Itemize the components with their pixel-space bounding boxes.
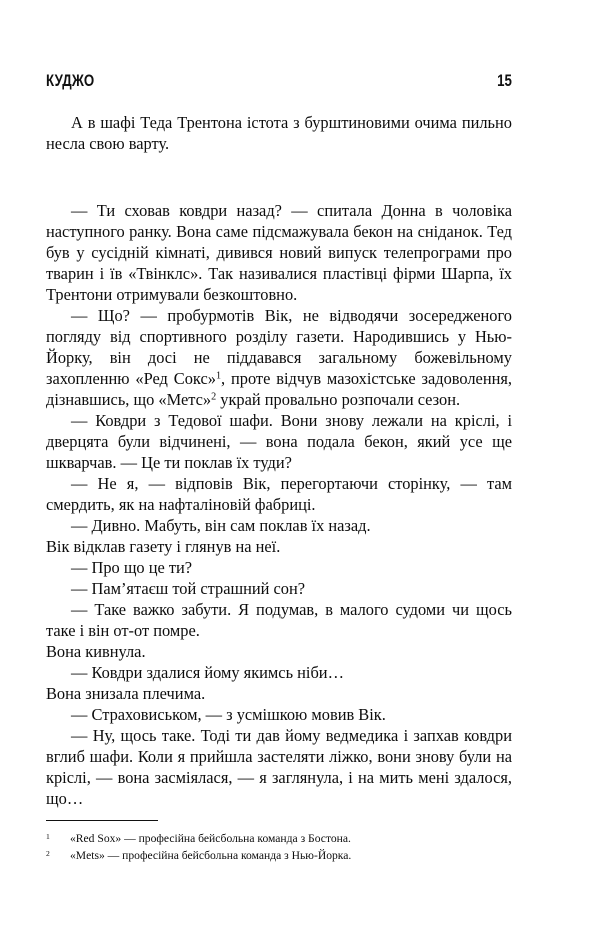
main-text-block bbox=[46, 200, 512, 809]
footnote-item bbox=[46, 847, 512, 864]
paragraph: Вона знизала плечима. bbox=[46, 684, 206, 703]
lead-paragraph-block bbox=[46, 112, 512, 154]
footnote-marker: 1 bbox=[46, 832, 50, 841]
footnote-text: «Mets» — професійна бейсбольна команда з Нью-Йорка. bbox=[70, 849, 352, 862]
footnote-reference[interactable]: 2 bbox=[211, 391, 217, 403]
paragraph: — Ти сховав ковдри назад? — спитала Донна в чоловіка наступного ранку. Вона саме підсмажувала бекон на сніданок. Тед був у сусідній кімнаті, дивився новий випуск телепрограми про тварин і їв «Твінклс». Так називалися пластівці фірми Шарпа, їх Трентони отримували безкоштовно. bbox=[46, 201, 512, 304]
paragraph: — Страховиськом, — з усмішкою мовив Вік. bbox=[71, 705, 386, 724]
paragraph: — Ковдри з Тедової шафи. Вони знову лежали на кріслі, і дверцята були відчинені, — вона подала бекон, який усе ще шкварчав. — Це ти поклав їх туди? bbox=[46, 411, 512, 472]
footnote-text: «Red Sox» — професійна бейсбольна команда з Бостона. bbox=[70, 832, 351, 845]
paragraph: — Дивно. Мабуть, він сам поклав їх назад. bbox=[71, 516, 371, 535]
footnote-section bbox=[46, 820, 512, 864]
paragraph: — Пам’ятаєш той страшний сон? bbox=[71, 579, 306, 598]
footnote-list bbox=[46, 830, 512, 864]
page-number: 15 bbox=[497, 71, 512, 90]
footnote-separator-rule bbox=[46, 820, 158, 821]
running-head bbox=[46, 71, 512, 91]
paragraph: — Не я, — відповів Вік, перегортаючи сторінку, — там смердить, як на нафталіновій фабриці. bbox=[46, 474, 512, 514]
footnote-marker: 2 bbox=[46, 849, 50, 858]
footnote-reference[interactable]: 1 bbox=[215, 370, 222, 382]
paragraph: — Ковдри здалися йому якимсь ніби… bbox=[71, 663, 344, 682]
running-head-book-title: КУДЖО bbox=[46, 71, 95, 90]
paragraph: Вона кивнула. bbox=[46, 642, 146, 661]
paragraph: Вік відклав газету і глянув на неї. bbox=[46, 537, 281, 556]
paragraph: — Що? — пробурмотів Вік, не відводячи зосередженого погляду від спортивного розділу газети. Народившись у Нью-Йорку, він досі не піддавався загальному божевільному захопленню «Ред Сокс»$^1$, проте відчув мазохістське задоволення, дізнавшись, що «Метс»$^2$ украй провально розпочали сезон. bbox=[46, 306, 513, 409]
paragraph: — Про що це ти? bbox=[71, 558, 193, 577]
paragraph: А в шафі Теда Трентона істота з бурштиновими очима пильно несла свою варту. bbox=[46, 113, 512, 153]
paragraph: — Таке важко забути. Я подумав, в малого судоми чи щось таке і він от-от помре. bbox=[46, 600, 512, 640]
footnote-item bbox=[46, 830, 512, 847]
paragraph: — Ну, щось таке. Тоді ти дав йому ведмедика і запхав ковдри вглиб шафи. Коли я прийшла застеляти ліжко, вони знову були на кріслі, — вона засміялася, — я заглянула, і на мить мені здалося, що… bbox=[46, 726, 512, 808]
